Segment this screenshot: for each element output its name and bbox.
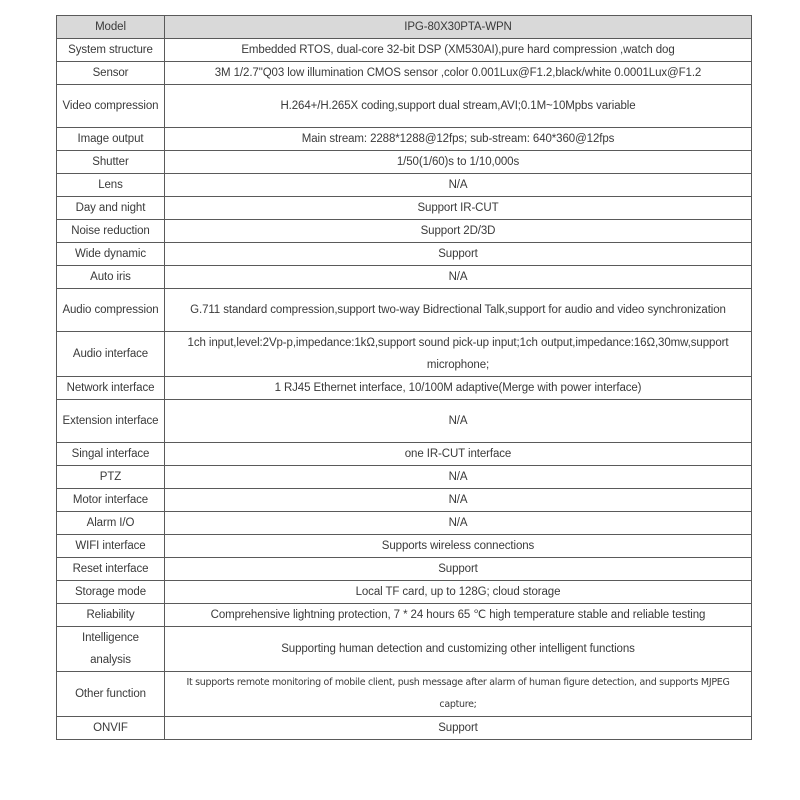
row-value: one IR-CUT interface bbox=[165, 443, 752, 466]
table-row bbox=[57, 128, 752, 151]
row-label: Extension interface bbox=[57, 400, 165, 443]
row-value: 1/50(1/60)s to 1/10,000s bbox=[165, 151, 752, 174]
table-row bbox=[57, 627, 752, 672]
header-label: Model bbox=[57, 16, 165, 39]
table-row bbox=[57, 39, 752, 62]
table-row bbox=[57, 289, 752, 332]
row-label: Other function bbox=[57, 672, 165, 717]
spec-table bbox=[56, 15, 752, 740]
row-value: N/A bbox=[165, 400, 752, 443]
row-label: Audio interface bbox=[57, 332, 165, 377]
row-label: Intelligence analysis bbox=[57, 627, 165, 672]
table-row bbox=[57, 489, 752, 512]
table-row bbox=[57, 332, 752, 377]
row-value: Comprehensive lightning protection, 7 * 24 hours 65 ℃ high temperature stable and reliable testing bbox=[165, 604, 752, 627]
table-row bbox=[57, 672, 752, 717]
row-value: Support IR-CUT bbox=[165, 197, 752, 220]
row-value: N/A bbox=[165, 266, 752, 289]
row-label: Reliability bbox=[57, 604, 165, 627]
table-row bbox=[57, 535, 752, 558]
table-row bbox=[57, 243, 752, 266]
row-value: Local TF card, up to 128G; cloud storage bbox=[165, 581, 752, 604]
table-header-row bbox=[57, 16, 752, 39]
row-label: Video compression bbox=[57, 85, 165, 128]
row-value: N/A bbox=[165, 512, 752, 535]
row-value: Support bbox=[165, 717, 752, 740]
row-label: Shutter bbox=[57, 151, 165, 174]
row-value: Supporting human detection and customizing other intelligent functions bbox=[165, 627, 752, 672]
row-value: It supports remote monitoring of mobile client, push message after alarm of human figure detection, and supports MJPEG capture; bbox=[165, 672, 752, 717]
table-row bbox=[57, 62, 752, 85]
table-row bbox=[57, 266, 752, 289]
row-label: Auto iris bbox=[57, 266, 165, 289]
row-value: 1ch input,level:2Vp-p,impedance:1kΩ,support sound pick-up input;1ch output,impedance:16Ω,30mw,support microphone; bbox=[165, 332, 752, 377]
row-label: Lens bbox=[57, 174, 165, 197]
table-row bbox=[57, 151, 752, 174]
row-value: N/A bbox=[165, 466, 752, 489]
row-value: Supports wireless connections bbox=[165, 535, 752, 558]
row-label: System structure bbox=[57, 39, 165, 62]
row-value: H.264+/H.265X coding,support dual stream,AVI;0.1M~10Mpbs variable bbox=[165, 85, 752, 128]
row-value: Support bbox=[165, 243, 752, 266]
row-value: N/A bbox=[165, 489, 752, 512]
row-label: ONVIF bbox=[57, 717, 165, 740]
row-value: N/A bbox=[165, 174, 752, 197]
table-row bbox=[57, 466, 752, 489]
table-row bbox=[57, 85, 752, 128]
row-label: Image output bbox=[57, 128, 165, 151]
table-row bbox=[57, 604, 752, 627]
table-row bbox=[57, 717, 752, 740]
row-value: Main stream: 2288*1288@12fps; sub-stream: 640*360@12fps bbox=[165, 128, 752, 151]
row-label: Network interface bbox=[57, 377, 165, 400]
row-label: Storage mode bbox=[57, 581, 165, 604]
row-label: Singal interface bbox=[57, 443, 165, 466]
row-value: Embedded RTOS, dual-core 32-bit DSP (XM530AI),pure hard compression ,watch dog bbox=[165, 39, 752, 62]
table-row bbox=[57, 400, 752, 443]
table-row bbox=[57, 197, 752, 220]
row-label: Wide dynamic bbox=[57, 243, 165, 266]
row-label: Day and night bbox=[57, 197, 165, 220]
row-value: G.711 standard compression,support two-way Bidrectional Talk,support for audio and video synchronization bbox=[165, 289, 752, 332]
table-row bbox=[57, 377, 752, 400]
table-row bbox=[57, 581, 752, 604]
table-row bbox=[57, 443, 752, 466]
table-row bbox=[57, 558, 752, 581]
table-row bbox=[57, 174, 752, 197]
row-label: WIFI interface bbox=[57, 535, 165, 558]
row-label: Audio compression bbox=[57, 289, 165, 332]
row-label: Motor interface bbox=[57, 489, 165, 512]
row-label: Noise reduction bbox=[57, 220, 165, 243]
row-label: Sensor bbox=[57, 62, 165, 85]
header-model-value: IPG-80X30PTA-WPN bbox=[165, 16, 752, 39]
row-label: Alarm I/O bbox=[57, 512, 165, 535]
row-value: Support bbox=[165, 558, 752, 581]
row-value: 1 RJ45 Ethernet interface, 10/100M adaptive(Merge with power interface) bbox=[165, 377, 752, 400]
row-value: Support 2D/3D bbox=[165, 220, 752, 243]
row-label: Reset interface bbox=[57, 558, 165, 581]
row-value: 3M 1/2.7"Q03 low illumination CMOS sensor ,color 0.001Lux@F1.2,black/white 0.0001Lux@F1.2 bbox=[165, 62, 752, 85]
table-row bbox=[57, 220, 752, 243]
row-label: PTZ bbox=[57, 466, 165, 489]
table-row bbox=[57, 512, 752, 535]
